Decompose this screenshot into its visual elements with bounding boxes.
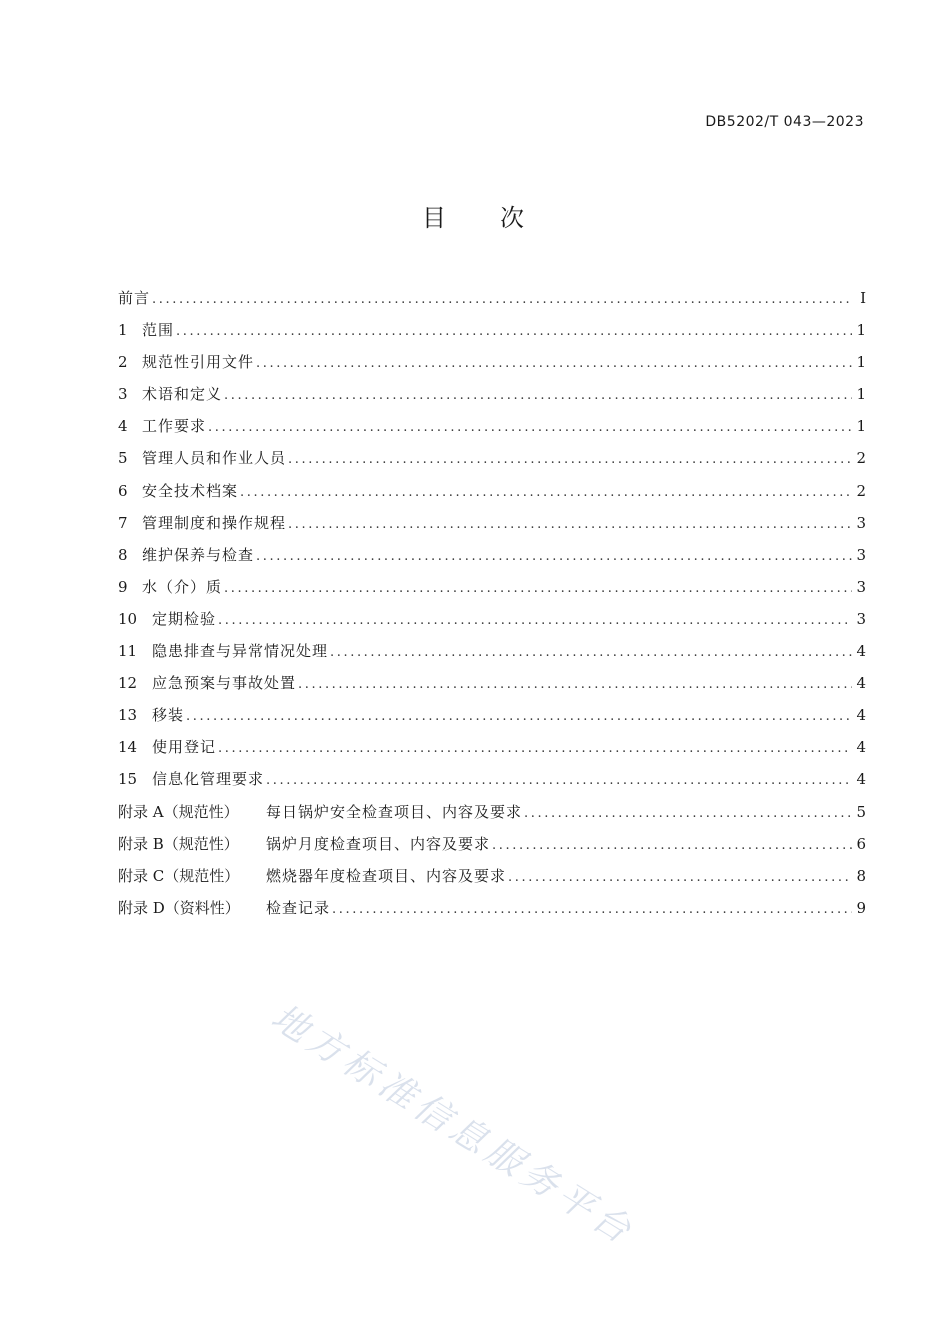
toc-entry-number: 附录 C（规范性） xyxy=(118,866,240,885)
toc-entry-number: 12 xyxy=(118,674,138,693)
toc-entry-page: 2 xyxy=(856,481,866,500)
toc-entry-number: 14 xyxy=(118,738,138,757)
toc-entry-label: 隐患排查与异常情况处理 xyxy=(152,642,329,661)
toc-entry-number: 1 xyxy=(118,321,128,340)
toc-leader xyxy=(256,348,852,380)
toc-entry-number: 2 xyxy=(118,353,128,372)
toc-leader xyxy=(218,733,852,765)
toc-entry-4[interactable] xyxy=(118,410,866,442)
toc-entry-label: 燃烧器年度检查项目、内容及要求 xyxy=(266,866,507,885)
toc-entry-label: 安全技术档案 xyxy=(142,481,239,500)
toc-entry-number: 4 xyxy=(118,417,128,436)
toc-entry-page: 4 xyxy=(856,738,866,757)
toc-entry-page: 4 xyxy=(856,642,866,661)
toc-entry-number: 9 xyxy=(118,577,128,596)
toc-entry-page: 3 xyxy=(856,545,866,564)
toc-entry-label: 术语和定义 xyxy=(142,385,223,404)
toc-entry-label: 锅炉月度检查项目、内容及要求 xyxy=(266,834,491,853)
toc-entry-page: 5 xyxy=(856,802,866,821)
toc-entry-10[interactable] xyxy=(118,603,866,635)
toc-leader xyxy=(152,284,852,316)
watermark: 地方标准信息服务平台 xyxy=(264,996,642,1255)
toc-leader xyxy=(332,894,852,926)
page-title-char-2: 次 xyxy=(500,204,528,232)
toc-entry-page: 1 xyxy=(856,385,866,404)
toc-leader xyxy=(208,412,852,444)
toc-leader xyxy=(266,765,852,797)
toc-leader xyxy=(240,477,852,509)
toc-entry-label: 每日锅炉安全检查项目、内容及要求 xyxy=(266,802,523,821)
toc-entry-5[interactable] xyxy=(118,442,866,474)
toc-entry-number: 7 xyxy=(118,513,128,532)
toc-leader xyxy=(330,637,852,669)
toc-leader xyxy=(492,830,852,862)
toc-entry-label: 规范性引用文件 xyxy=(142,353,255,372)
toc-leader xyxy=(176,316,852,348)
page-title xyxy=(0,198,950,233)
toc-entry-page: 9 xyxy=(856,898,866,917)
toc-entry-label: 工作要求 xyxy=(142,417,207,436)
toc-leader xyxy=(256,541,852,573)
toc-entry-number: 10 xyxy=(118,609,138,628)
toc-entry-page: 3 xyxy=(856,513,866,532)
toc-entry-label: 范围 xyxy=(142,321,175,340)
toc-entry-7[interactable] xyxy=(118,507,866,539)
toc-entry-number: 5 xyxy=(118,449,128,468)
toc-leader xyxy=(218,605,852,637)
toc-entry-9[interactable] xyxy=(118,571,866,603)
toc-entry-2[interactable] xyxy=(118,346,866,378)
toc-entry-label: 管理制度和操作规程 xyxy=(142,513,287,532)
toc-entry-appendix-a[interactable] xyxy=(118,796,866,828)
toc-entry-label: 检查记录 xyxy=(266,898,331,917)
toc-entry-number: 3 xyxy=(118,385,128,404)
toc-entry-number: 8 xyxy=(118,545,128,564)
toc-entry-label: 前言 xyxy=(118,289,151,307)
toc-entry-15[interactable] xyxy=(118,763,866,795)
toc-entry-label: 信息化管理要求 xyxy=(152,770,265,789)
table-of-contents xyxy=(118,282,866,924)
toc-entry-page: 8 xyxy=(856,866,866,885)
toc-entry-number: 13 xyxy=(118,706,138,725)
toc-leader xyxy=(224,573,852,605)
toc-leader xyxy=(186,701,852,733)
toc-entry-number: 15 xyxy=(118,770,138,789)
toc-entry-preface[interactable] xyxy=(118,282,866,314)
toc-leader xyxy=(288,509,852,541)
toc-entry-6[interactable] xyxy=(118,475,866,507)
toc-entry-appendix-d[interactable] xyxy=(118,892,866,924)
toc-leader xyxy=(224,380,852,412)
toc-entry-number: 11 xyxy=(118,642,138,661)
toc-entry-page: 1 xyxy=(856,321,866,340)
toc-entry-number: 6 xyxy=(118,481,128,500)
toc-entry-1[interactable] xyxy=(118,314,866,346)
toc-entry-label: 使用登记 xyxy=(152,738,217,757)
toc-entry-number: 附录 B（规范性） xyxy=(118,834,239,853)
toc-entry-page: 3 xyxy=(856,609,866,628)
toc-entry-page: 4 xyxy=(856,674,866,693)
toc-entry-label: 应急预案与事故处置 xyxy=(152,674,297,693)
toc-entry-label: 水（介）质 xyxy=(142,577,223,596)
toc-leader xyxy=(298,669,852,701)
toc-entry-13[interactable] xyxy=(118,699,866,731)
toc-entry-14[interactable] xyxy=(118,731,866,763)
toc-entry-label: 定期检验 xyxy=(152,609,217,628)
toc-entry-11[interactable] xyxy=(118,635,866,667)
document-code: DB5202/T 043—2023 xyxy=(705,114,864,130)
toc-entry-label: 管理人员和作业人员 xyxy=(142,449,287,468)
toc-entry-page: 2 xyxy=(856,449,866,468)
toc-entry-number: 附录 A（规范性） xyxy=(118,802,239,821)
toc-leader xyxy=(508,862,852,894)
toc-entry-page: 6 xyxy=(856,834,866,853)
page-title-char-1: 目 xyxy=(422,204,450,232)
toc-leader xyxy=(288,444,852,476)
toc-entry-page: 1 xyxy=(856,417,866,436)
toc-entry-page: 3 xyxy=(856,577,866,596)
toc-entry-8[interactable] xyxy=(118,539,866,571)
toc-entry-3[interactable] xyxy=(118,378,866,410)
toc-entry-page: 4 xyxy=(856,770,866,789)
toc-entry-number: 附录 D（资料性） xyxy=(118,898,240,917)
toc-leader xyxy=(524,798,852,830)
toc-entry-appendix-c[interactable] xyxy=(118,860,866,892)
toc-entry-label: 维护保养与检查 xyxy=(142,545,255,564)
toc-entry-appendix-b[interactable] xyxy=(118,828,866,860)
toc-entry-page: 4 xyxy=(856,706,866,725)
toc-entry-page: I xyxy=(860,289,866,307)
toc-entry-12[interactable] xyxy=(118,667,866,699)
toc-entry-page: 1 xyxy=(856,353,866,372)
toc-entry-label: 移装 xyxy=(152,706,185,725)
